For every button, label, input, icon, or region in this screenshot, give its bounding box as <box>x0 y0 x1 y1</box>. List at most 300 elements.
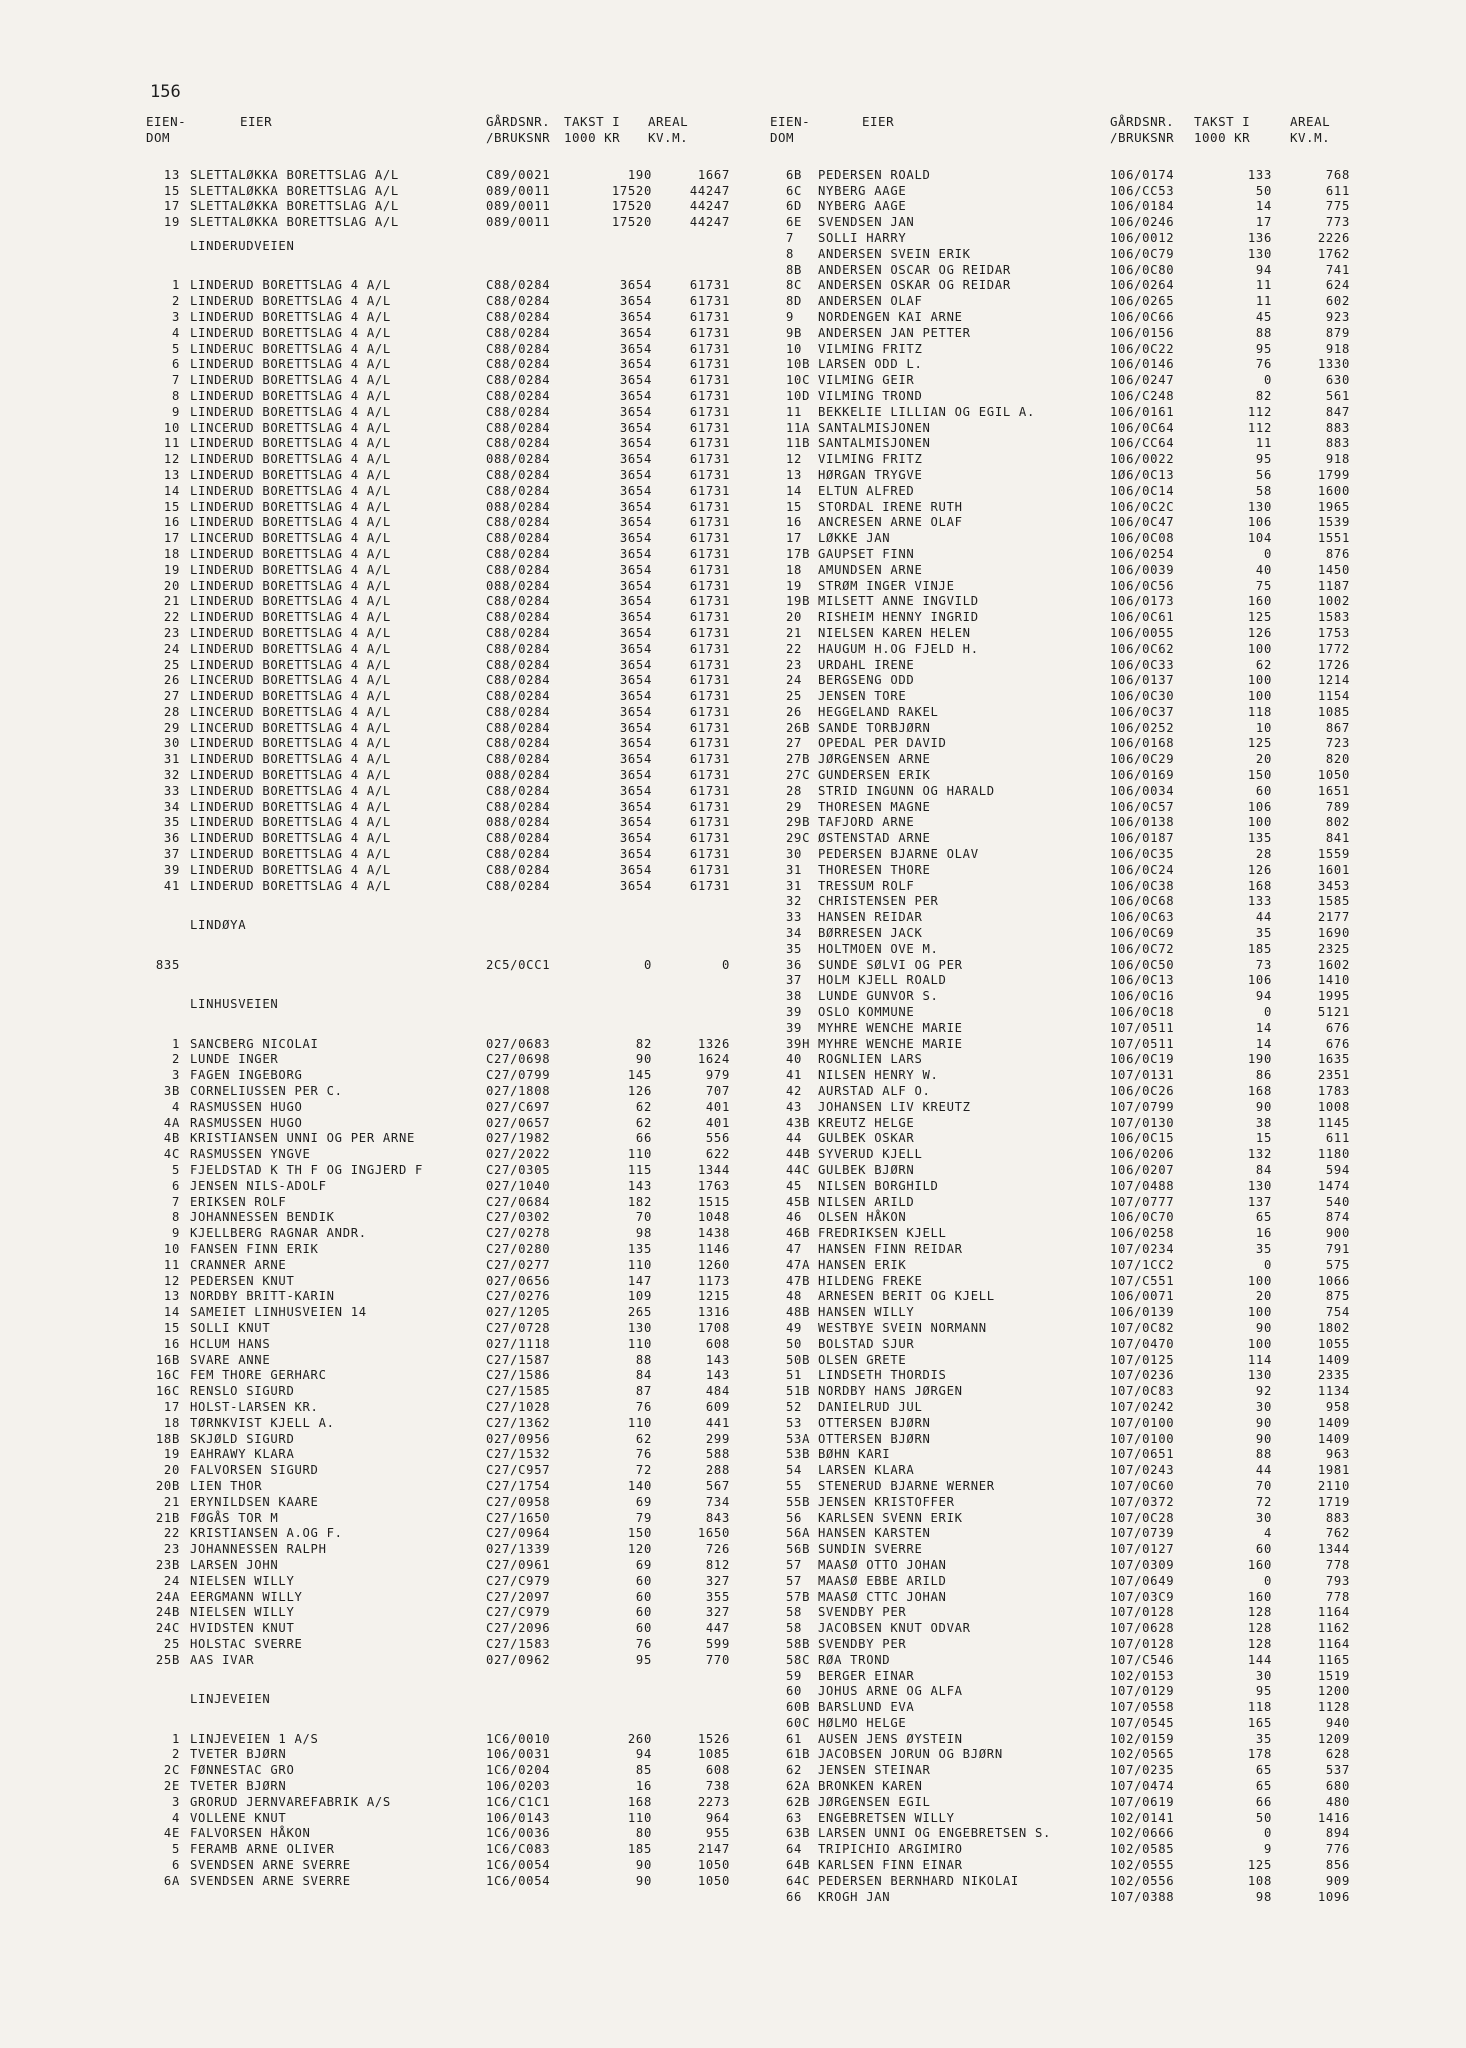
owner-name: GRORUD JERNVAREFABRIK A/S <box>190 1794 391 1809</box>
property-row <box>770 468 1390 484</box>
takst-value: 100 <box>1247 1305 1272 1320</box>
property-number: 64B <box>786 1858 811 1873</box>
property-row <box>770 1732 1390 1748</box>
takst-value: 92 <box>1255 1384 1272 1399</box>
areal-value: 958 <box>1325 1399 1350 1414</box>
areal-value: 1410 <box>1317 973 1350 988</box>
owner-name: LINDERUD BORETTSLAG 4 A/L <box>190 436 391 451</box>
property-row <box>770 689 1390 705</box>
property-number: 45B <box>786 1194 811 1209</box>
gards-bruksnr: C27/0958 <box>486 1494 551 1509</box>
areal-value: 61731 <box>689 562 730 577</box>
property-number: 57 <box>786 1557 803 1572</box>
owner-name: PEDERSEN BJARNE OLAV <box>818 847 979 862</box>
areal-value: 1690 <box>1317 926 1350 941</box>
areal-value: 1719 <box>1317 1494 1350 1509</box>
gards-bruksnr: C88/0284 <box>486 704 551 719</box>
takst-value: 65 <box>1255 1210 1272 1225</box>
property-number: 12 <box>163 1273 180 1288</box>
gards-bruksnr: 106/0C50 <box>1110 957 1175 972</box>
areal-value: 1085 <box>697 1747 730 1762</box>
property-number: 16C <box>155 1384 180 1399</box>
gards-bruksnr: 027/0657 <box>486 1115 551 1130</box>
property-number: 3 <box>171 309 180 324</box>
property-number: 15 <box>163 1320 180 1335</box>
gards-bruksnr: C88/0284 <box>486 404 551 419</box>
gards-bruksnr: C88/0284 <box>486 625 551 640</box>
owner-name: LINDERUD BORETTSLAG 4 A/L <box>190 562 391 577</box>
areal-value: 61731 <box>689 862 730 877</box>
areal-value: 676 <box>1325 1020 1350 1035</box>
takst-value: 3654 <box>619 831 652 846</box>
areal-value: 2335 <box>1317 1368 1350 1383</box>
owner-name: FERAMB ARNE OLIVER <box>190 1842 335 1857</box>
gards-bruksnr: 106/0258 <box>1110 1226 1175 1241</box>
owner-name: SOLLI HARRY <box>818 230 907 245</box>
page-number: 156 <box>150 82 181 102</box>
gards-bruksnr: 107/0628 <box>1110 1621 1175 1636</box>
gards-bruksnr: 107/0372 <box>1110 1494 1175 1509</box>
owner-name: JOHANSEN LIV KREUTZ <box>818 1099 971 1114</box>
gards-bruksnr: 107/0470 <box>1110 1336 1175 1351</box>
takst-value: 3654 <box>619 515 652 530</box>
owner-name: JOHANNESSEN BENDIK <box>190 1210 335 1225</box>
owner-name: RASMUSSEN HUGO <box>190 1115 303 1130</box>
property-number: 37 <box>786 973 803 988</box>
property-number: 6 <box>171 1858 180 1873</box>
property-row <box>150 847 770 863</box>
areal-value: 61731 <box>689 847 730 862</box>
gards-bruksnr: C88/0284 <box>486 388 551 403</box>
property-row <box>150 421 770 437</box>
street-heading: LINDØYA <box>190 918 247 933</box>
left-rows <box>150 152 770 1890</box>
gards-bruksnr: 106/0071 <box>1110 1289 1175 1304</box>
owner-name: SYVERUD KJELL <box>818 1147 923 1162</box>
takst-value: 3654 <box>619 562 652 577</box>
property-row <box>770 326 1390 342</box>
takst-value: 3654 <box>619 546 652 561</box>
takst-value: 45 <box>1255 309 1272 324</box>
property-number: 5 <box>171 341 180 356</box>
owner-name: FEM THORE GERHARC <box>190 1368 327 1383</box>
property-number: 13 <box>163 167 180 182</box>
property-row <box>770 563 1390 579</box>
property-number: 28 <box>786 783 803 798</box>
takst-value: 260 <box>627 1731 652 1746</box>
owner-name: OTTERSEN BJØRN <box>818 1415 931 1430</box>
property-row <box>150 1052 770 1068</box>
property-row <box>770 1511 1390 1527</box>
gards-bruksnr: C88/0284 <box>486 309 551 324</box>
property-row <box>770 942 1390 958</box>
areal-value: 1326 <box>697 1036 730 1051</box>
areal-value: 900 <box>1325 1226 1350 1241</box>
property-number: 19 <box>163 562 180 577</box>
owner-name: GUNDERSEN ERIK <box>818 768 931 783</box>
street-heading: LINHUSVEIEN <box>190 997 279 1012</box>
gards-bruksnr: 106/0139 <box>1110 1305 1175 1320</box>
owner-name: SVENDBY PER <box>818 1605 907 1620</box>
areal-value: 680 <box>1325 1779 1350 1794</box>
owner-name: LIEN THOR <box>190 1478 263 1493</box>
property-number: 6 <box>171 1178 180 1193</box>
property-number: 8 <box>171 1210 180 1225</box>
gards-bruksnr: 106/0C2C <box>1110 499 1175 514</box>
areal-value: 923 <box>1325 309 1350 324</box>
property-number: 29 <box>786 799 803 814</box>
gards-bruksnr: 106/0187 <box>1110 831 1175 846</box>
areal-value: 561 <box>1325 388 1350 403</box>
property-number: 8B <box>786 262 803 277</box>
owner-name: SVENDSEN JAN <box>818 215 915 230</box>
areal-value: 3453 <box>1317 878 1350 893</box>
areal-value: 1146 <box>697 1241 730 1256</box>
takst-value: 15 <box>1255 1131 1272 1146</box>
property-number: 47B <box>786 1273 811 1288</box>
property-number: 50 <box>786 1336 803 1351</box>
owner-name: HILDENG FREKE <box>818 1273 923 1288</box>
gards-bruksnr: 106/0034 <box>1110 783 1175 798</box>
gards-bruksnr: C88/0284 <box>486 689 551 704</box>
owner-name: LINDERUD BORETTSLAG 4 A/L <box>190 373 391 388</box>
takst-value: 16 <box>1255 1226 1272 1241</box>
owner-name: LARSEN JOHN <box>190 1557 279 1572</box>
takst-value: 160 <box>1247 594 1272 609</box>
owner-name: THORESEN THORE <box>818 862 931 877</box>
owner-name: SUNDIN SVERRE <box>818 1542 923 1557</box>
property-row <box>770 1021 1390 1037</box>
takst-value: 112 <box>1247 404 1272 419</box>
property-row <box>770 1858 1390 1874</box>
owner-name: BRONKEN KAREN <box>818 1779 923 1794</box>
owner-name: JENSEN STEINAR <box>818 1763 931 1778</box>
gards-bruksnr: C88/0284 <box>486 483 551 498</box>
property-row <box>150 1242 770 1258</box>
property-row <box>770 705 1390 721</box>
takst-value: 3654 <box>619 594 652 609</box>
property-row <box>150 1558 770 1574</box>
takst-value: 76 <box>635 1636 652 1651</box>
property-number: 34 <box>163 799 180 814</box>
property-row <box>150 215 770 231</box>
property-number: 11B <box>786 436 811 451</box>
areal-value: 778 <box>1325 1557 1350 1572</box>
gards-bruksnr: 027/1205 <box>486 1305 551 1320</box>
takst-value: 62 <box>635 1099 652 1114</box>
street-heading: LINJEVEIEN <box>190 1692 271 1707</box>
gards-bruksnr: 106/0C14 <box>1110 483 1175 498</box>
property-number: 22 <box>163 1526 180 1541</box>
property-row <box>150 1463 770 1479</box>
takst-value: 82 <box>635 1036 652 1051</box>
owner-name: LINDERUD BORETTSLAG 4 A/L <box>190 878 391 893</box>
owner-name: STRID INGUNN OG HARALD <box>818 783 995 798</box>
gards-bruksnr: 106/0206 <box>1110 1147 1175 1162</box>
takst-value: 165 <box>1247 1715 1272 1730</box>
property-number: 44B <box>786 1147 811 1162</box>
property-number: 18 <box>163 1415 180 1430</box>
owner-name: ANDERSEN OLAF <box>818 294 923 309</box>
property-row <box>150 373 770 389</box>
gards-bruksnr: 106/0C33 <box>1110 657 1175 672</box>
areal-value: 1416 <box>1317 1810 1350 1825</box>
owner-name: ANCRESEN ARNE OLAF <box>818 515 963 530</box>
gards-bruksnr: 027/1982 <box>486 1131 551 1146</box>
areal-value: 608 <box>705 1763 730 1778</box>
owner-name: ARNESEN BERIT OG KJELL <box>818 1289 995 1304</box>
property-number: 29B <box>786 815 811 830</box>
takst-value: 3654 <box>619 452 652 467</box>
property-row <box>150 1479 770 1495</box>
property-row <box>150 515 770 531</box>
owner-name: LINDERUD BORETTSLAG 4 A/L <box>190 499 391 514</box>
property-row <box>150 1258 770 1274</box>
gards-bruksnr: C88/0284 <box>486 420 551 435</box>
gards-bruksnr: C27/0698 <box>486 1052 551 1067</box>
takst-value: 0 <box>1263 1257 1272 1272</box>
takst-value: 3654 <box>619 483 652 498</box>
gards-bruksnr: 106/0C69 <box>1110 926 1175 941</box>
gards-bruksnr: 102/0159 <box>1110 1731 1175 1746</box>
owner-name: KREUTZ HELGE <box>818 1115 915 1130</box>
takst-value: 73 <box>1255 957 1272 972</box>
property-row <box>770 1463 1390 1479</box>
areal-value: 1450 <box>1317 562 1350 577</box>
gards-bruksnr: 107/0558 <box>1110 1700 1175 1715</box>
gards-bruksnr: 106/0C13 <box>1110 973 1175 988</box>
areal-value: 883 <box>1325 1510 1350 1525</box>
property-number: 20B <box>155 1478 180 1493</box>
owner-name: FØNNESTAC GRO <box>190 1763 295 1778</box>
areal-value: 1330 <box>1317 357 1350 372</box>
property-row <box>770 1526 1390 1542</box>
gards-bruksnr: C88/0284 <box>486 831 551 846</box>
property-row <box>770 815 1390 831</box>
property-number: 49 <box>786 1320 803 1335</box>
property-row <box>770 247 1390 263</box>
property-number: 21 <box>163 594 180 609</box>
property-row <box>770 531 1390 547</box>
property-number: 5 <box>171 1163 180 1177</box>
property-row <box>770 1447 1390 1463</box>
areal-value: 1438 <box>697 1226 730 1241</box>
areal-value: 963 <box>1325 1447 1350 1462</box>
property-row <box>770 1874 1390 1890</box>
owner-name: SANTALMISJONEN <box>818 436 931 451</box>
property-number: 10 <box>786 341 803 356</box>
takst-value: 0 <box>1263 1573 1272 1588</box>
property-number: 25 <box>163 657 180 672</box>
takst-value: 3654 <box>619 799 652 814</box>
gards-bruksnr: 106/0C70 <box>1110 1210 1175 1225</box>
property-number: 21 <box>786 625 803 640</box>
header-eier: EIER <box>240 114 273 129</box>
gards-bruksnr: 106/0146 <box>1110 357 1175 372</box>
property-row <box>770 736 1390 752</box>
property-number: 12 <box>163 452 180 467</box>
owner-name: LINDERUD BORETTSLAG 4 A/L <box>190 641 391 656</box>
takst-value: 44 <box>1255 1463 1272 1478</box>
property-number: 42 <box>786 1084 803 1099</box>
takst-value: 3654 <box>619 578 652 593</box>
property-number: 3 <box>171 1794 180 1809</box>
owner-name: VILMING FRITZ <box>818 341 923 356</box>
property-row <box>770 910 1390 926</box>
property-row <box>770 626 1390 642</box>
property-row <box>770 752 1390 768</box>
takst-value: 3654 <box>619 752 652 767</box>
areal-value: 1624 <box>697 1052 730 1067</box>
owner-name: ØSTENSTAD ARNE <box>818 831 931 846</box>
takst-value: 0 <box>643 957 652 972</box>
gards-bruksnr: C88/0284 <box>486 467 551 482</box>
property-row <box>770 405 1390 421</box>
property-row <box>150 1590 770 1606</box>
street-heading: LINDERUDVEIEN <box>190 238 295 253</box>
takst-value: 265 <box>627 1305 652 1320</box>
areal-value: 1209 <box>1317 1731 1350 1746</box>
property-row <box>770 184 1390 200</box>
gards-bruksnr: C88/0284 <box>486 720 551 735</box>
gards-bruksnr: 027/0962 <box>486 1652 551 1667</box>
property-row <box>770 800 1390 816</box>
property-number: 6D <box>786 199 803 214</box>
gards-bruksnr: 102/0141 <box>1110 1810 1175 1825</box>
takst-value: 95 <box>1255 341 1272 356</box>
property-number: 60 <box>786 1684 803 1699</box>
property-number: 36 <box>163 831 180 846</box>
property-number: 17B <box>786 546 811 561</box>
property-row <box>150 1621 770 1637</box>
takst-value: 168 <box>627 1794 652 1809</box>
property-row <box>770 1669 1390 1685</box>
areal-value: 44247 <box>689 215 730 230</box>
takst-value: 76 <box>635 1399 652 1414</box>
takst-value: 90 <box>1255 1431 1272 1446</box>
areal-value: 909 <box>1325 1873 1350 1888</box>
gards-bruksnr: 106/0C24 <box>1110 862 1175 877</box>
areal-value: 1214 <box>1317 673 1350 688</box>
property-number: 2C <box>163 1763 180 1778</box>
areal-value: 1651 <box>1317 783 1350 798</box>
property-number: 20 <box>786 610 803 625</box>
takst-value: 185 <box>1247 941 1272 956</box>
gards-bruksnr: 107/0511 <box>1110 1020 1175 1035</box>
areal-value: 820 <box>1325 752 1350 767</box>
property-row <box>770 1289 1390 1305</box>
gards-bruksnr: 027/C697 <box>486 1099 551 1114</box>
takst-value: 3654 <box>619 625 652 640</box>
property-row <box>150 1084 770 1100</box>
property-number: 17 <box>163 1399 180 1414</box>
gards-bruksnr: 1Ø6/0C13 <box>1110 467 1175 482</box>
owner-name: FREDRIKSEN KJELL <box>818 1226 947 1241</box>
property-number: 7 <box>786 230 795 245</box>
takst-value: 4 <box>1263 1526 1272 1541</box>
takst-value: 160 <box>1247 1589 1272 1604</box>
gards-bruksnr: 088/0284 <box>486 815 551 830</box>
property-row <box>150 389 770 405</box>
owner-name: EAHRAWY KLARA <box>190 1447 295 1462</box>
gards-bruksnr: 1C6/C1C1 <box>486 1794 551 1809</box>
owner-name: ROGNLIEN LARS <box>818 1052 923 1067</box>
property-row <box>770 1163 1390 1179</box>
takst-value: 3654 <box>619 467 652 482</box>
areal-value: 2273 <box>697 1794 730 1809</box>
takst-value: 14 <box>1255 199 1272 214</box>
owner-name: RASMUSSEN YNGVE <box>190 1147 311 1162</box>
owner-name: ANDERSEN SVEIN ERIK <box>818 246 971 261</box>
property-number: 23 <box>786 657 803 672</box>
areal-value: 741 <box>1325 262 1350 277</box>
areal-value: 874 <box>1325 1210 1350 1225</box>
takst-value: 0 <box>1263 373 1272 388</box>
owner-name: TAFJORD ARNE <box>818 815 915 830</box>
areal-value: 707 <box>705 1084 730 1099</box>
takst-value: 0 <box>1263 546 1272 561</box>
owner-name: HOLST-LARSEN KR. <box>190 1399 319 1414</box>
takst-value: 17520 <box>611 215 652 230</box>
takst-value: 106 <box>1247 799 1272 814</box>
areal-value: 1474 <box>1317 1178 1350 1193</box>
property-row <box>770 1890 1390 1906</box>
takst-value: 50 <box>1255 183 1272 198</box>
owner-name: LINDERUD BORETTSLAG 4 A/L <box>190 546 391 561</box>
property-number: 39 <box>786 1020 803 1035</box>
owner-name: TVETER BJØRN <box>190 1747 287 1762</box>
gards-bruksnr: 089/0011 <box>486 199 551 214</box>
property-row <box>150 1416 770 1432</box>
takst-value: 30 <box>1255 1510 1272 1525</box>
property-row <box>150 800 770 816</box>
property-row <box>150 1605 770 1621</box>
property-row <box>150 1858 770 1874</box>
takst-value: 3654 <box>619 783 652 798</box>
owner-name: LINCERUD BORETTSLAG 4 A/L <box>190 720 391 735</box>
gards-bruksnr: 1C6/0054 <box>486 1858 551 1873</box>
property-number: 41 <box>786 1068 803 1083</box>
gards-bruksnr: C27/0684 <box>486 1194 551 1209</box>
areal-value: 1635 <box>1317 1052 1350 1067</box>
gards-bruksnr: C88/0284 <box>486 847 551 862</box>
takst-value: 144 <box>1247 1652 1272 1667</box>
gards-bruksnr: 106/0138 <box>1110 815 1175 830</box>
gards-bruksnr: 106/0184 <box>1110 199 1175 214</box>
gards-bruksnr: 106/0C79 <box>1110 246 1175 261</box>
owner-name: LINDERUD BORETTSLAG 4 A/L <box>190 515 391 530</box>
areal-value: 879 <box>1325 325 1350 340</box>
gards-bruksnr: 107/0236 <box>1110 1368 1175 1383</box>
gards-bruksnr: 106/CC64 <box>1110 436 1175 451</box>
areal-value: 537 <box>1325 1763 1350 1778</box>
property-row <box>770 879 1390 895</box>
takst-value: 82 <box>1255 388 1272 403</box>
owner-name: HANSEN KARSTEN <box>818 1526 931 1541</box>
areal-value: 61731 <box>689 357 730 372</box>
areal-value: 61731 <box>689 578 730 593</box>
property-row <box>770 673 1390 689</box>
gards-bruksnr: 027/0656 <box>486 1273 551 1288</box>
property-row <box>770 1353 1390 1369</box>
areal-value: 1583 <box>1317 610 1350 625</box>
property-number: 40 <box>786 1052 803 1067</box>
owner-name: KJELLBERG RAGNAR ANDR. <box>190 1226 367 1241</box>
gards-bruksnr: 088/0284 <box>486 578 551 593</box>
property-row <box>150 1779 770 1795</box>
property-number: 9 <box>171 1226 180 1241</box>
takst-value: 60 <box>1255 1542 1272 1557</box>
